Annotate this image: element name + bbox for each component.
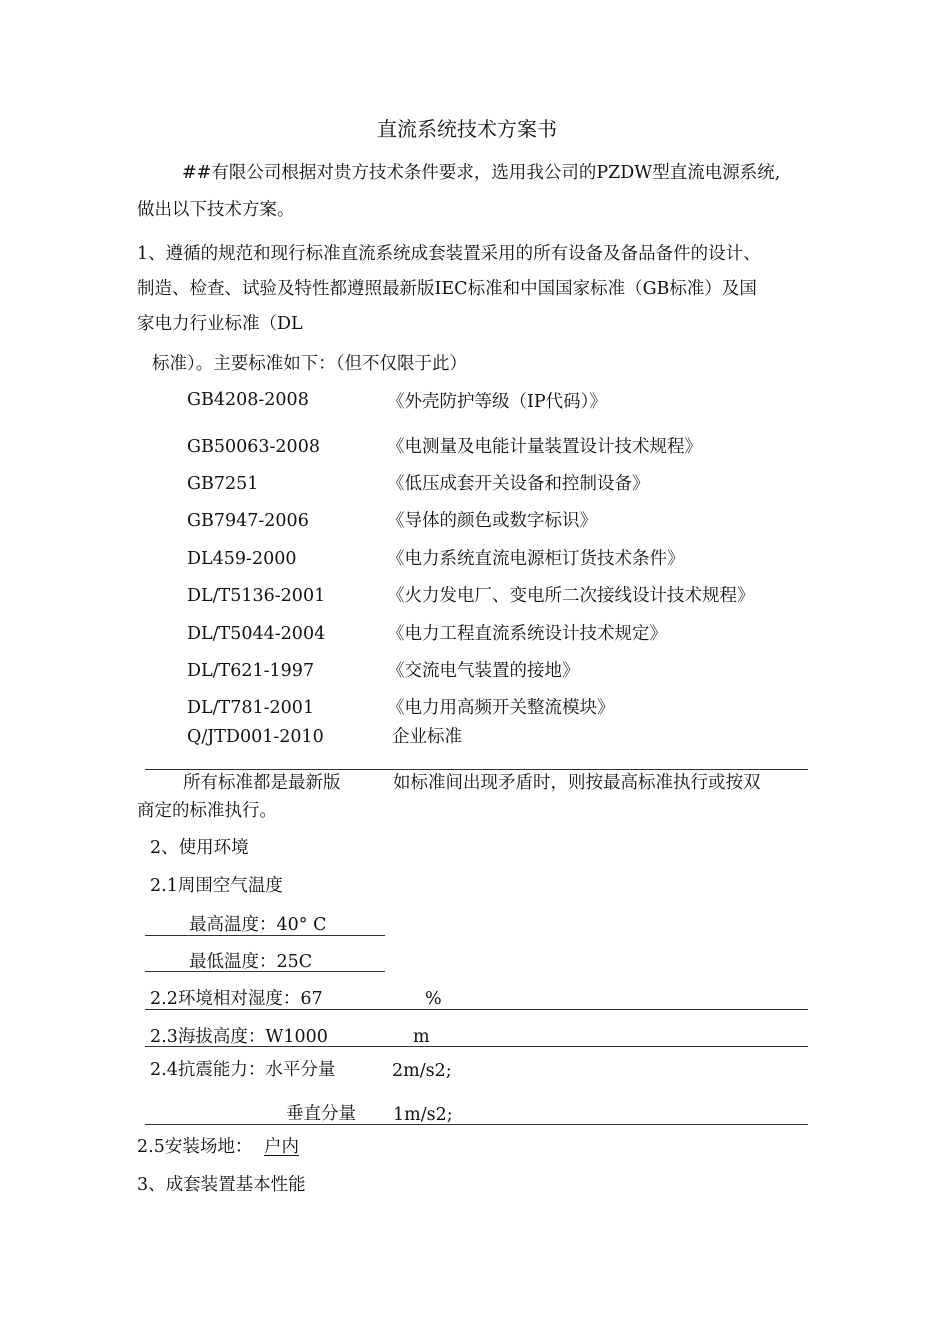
installation-site-value: 户内 — [264, 1137, 299, 1157]
standard-name: 《电力工程直流系统设计技术规定》 — [387, 624, 667, 644]
standard-code: GB4208-2008 — [187, 390, 309, 410]
divider-line — [145, 1009, 808, 1010]
standard-code: Q/JTD001-2010 — [187, 727, 324, 747]
note-left: 所有标准都是最新版 — [183, 773, 341, 793]
altitude-label: 2.3海拔高度：W1000 — [150, 1027, 328, 1047]
section-2-1-heading: 2.1周围空气温度 — [150, 876, 283, 896]
section-3-heading: 3、成套装置基本性能 — [137, 1175, 306, 1195]
divider-line — [145, 1124, 808, 1125]
section-1-line-4: 标准）。主要标准如下：（但不仅限于此） — [152, 354, 467, 374]
section-1-line-1: 1、遵循的规范和现行标准直流系统成套装置采用的所有设备及备品备件的设计、 — [137, 244, 761, 264]
standard-name: 《电力系统直流电源柜订货技术条件》 — [387, 549, 685, 569]
min-temperature: 最低温度：25C — [189, 952, 313, 972]
standard-name: 《低压成套开关设备和控制设备》 — [387, 474, 650, 494]
max-temperature: 最高温度：40° C — [189, 915, 327, 935]
standard-code: GB7947-2006 — [187, 511, 309, 531]
standard-name: 《外壳防护等级（IP代码）》 — [387, 392, 607, 412]
standard-name: 企业标准 — [392, 727, 462, 747]
standard-name: 《交流电气装置的接地》 — [387, 661, 580, 681]
standard-name: 《火力发电厂、变电所二次接线设计技术规程》 — [387, 586, 755, 606]
standard-code: GB7251 — [187, 474, 259, 494]
standard-name: 《电力用高频开关整流模块》 — [387, 698, 615, 718]
standard-name: 《导体的颜色或数字标识》 — [387, 511, 597, 531]
divider-line — [145, 769, 808, 770]
note-line-2: 商定的标准执行。 — [137, 801, 277, 821]
seismic-vertical-label: 垂直分量 — [286, 1104, 356, 1124]
relative-humidity-unit: % — [425, 989, 442, 1009]
standard-code: GB50063-2008 — [187, 437, 320, 457]
seismic-vertical-value: 1m/s2; — [393, 1105, 453, 1125]
seismic-horizontal-label: 2.4抗震能力：水平分量 — [150, 1060, 336, 1080]
standard-name: 《电测量及电能计量装置设计技术规程》 — [387, 437, 702, 457]
section-2-heading: 2、使用环境 — [150, 838, 249, 858]
section-1-line-3: 家电力行业标准（DL — [137, 314, 303, 334]
altitude-unit: m — [413, 1027, 430, 1047]
intro-line-1: ##有限公司根据对贵方技术条件要求，选用我公司的PZDW型直流电源系统, — [182, 163, 781, 183]
note-right: 如标准间出现矛盾时，则按最高标准执行或按双 — [393, 773, 761, 793]
seismic-horizontal-value: 2m/s2; — [392, 1061, 452, 1081]
standard-code: DL/T781-2001 — [187, 698, 315, 718]
divider-line — [145, 971, 385, 972]
divider-line — [145, 935, 385, 936]
standard-code: DL/T5044-2004 — [187, 624, 326, 644]
section-1-line-2: 制造、检查、试验及特性都遵照最新版IEC标准和中国国家标准（GB标准）及国 — [137, 279, 757, 299]
divider-line — [145, 1046, 808, 1047]
standard-code: DL/T5136-2001 — [187, 586, 326, 606]
standard-code: DL/T621-1997 — [187, 661, 315, 681]
standard-code: DL459-2000 — [187, 549, 297, 569]
intro-line-2: 做出以下技术方案。 — [137, 200, 295, 220]
document-title: 直流系统技术方案书 — [377, 117, 557, 141]
installation-site-label: 2.5安装场地： — [137, 1137, 253, 1157]
relative-humidity-label: 2.2环境相对湿度：67 — [150, 989, 323, 1009]
